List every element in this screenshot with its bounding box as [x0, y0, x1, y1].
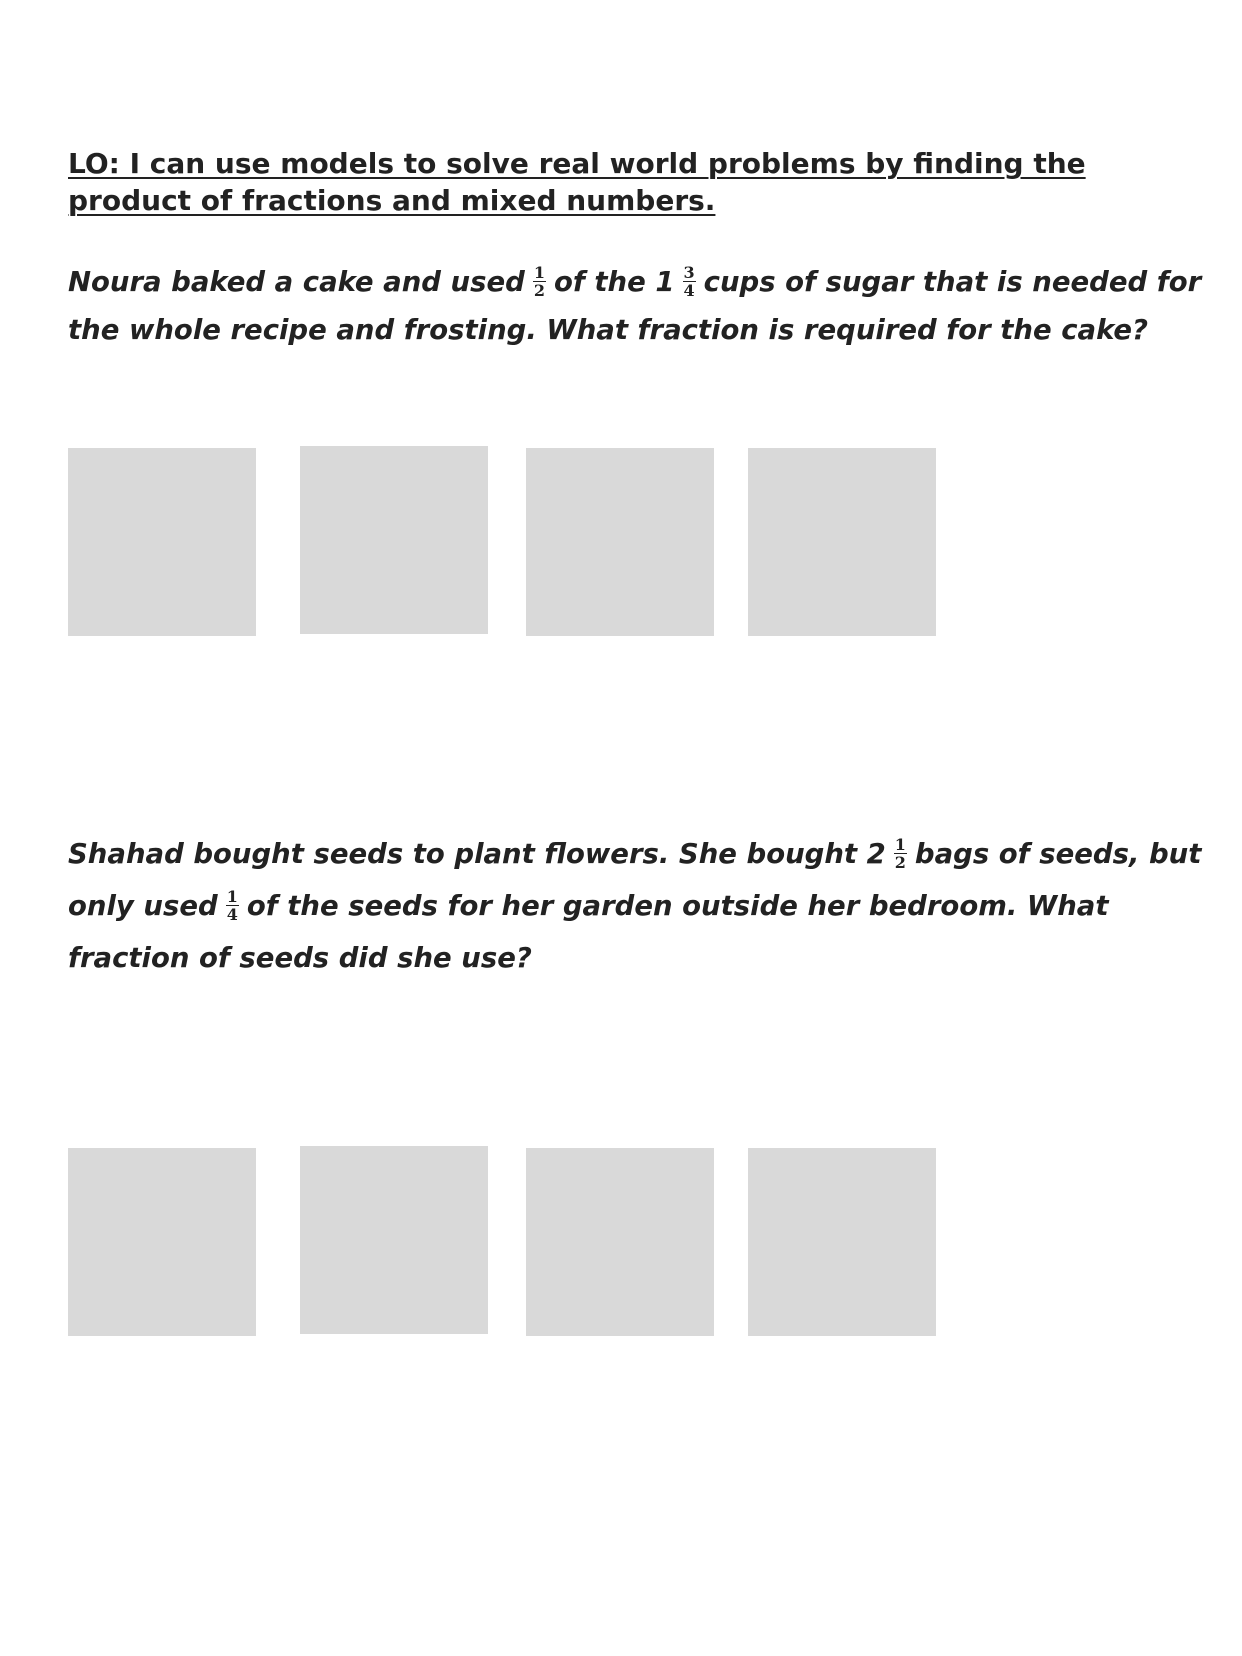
learning-objective: LO: I can use models to solve real world problems by finding the product of fractions and mixed numbers. — [68, 147, 1086, 217]
model-box — [526, 448, 714, 636]
problem-1-part-2: of the 1 — [553, 266, 675, 298]
model-box — [68, 1148, 256, 1336]
fraction-one-quarter — [226, 888, 239, 923]
fraction-one-half — [533, 264, 546, 299]
model-box — [748, 448, 936, 636]
fraction-numerator: 1 — [894, 834, 906, 854]
problem-2-part-1: Shahad bought seeds to plant flowers. She bought 2 — [68, 838, 886, 870]
problem-2-part-2: bags of seeds, but only used — [68, 838, 1202, 922]
fraction-denominator: 2 — [894, 852, 906, 872]
problem-1-text — [68, 258, 1238, 354]
model-box — [748, 1148, 936, 1336]
fraction-numerator: 1 — [226, 886, 238, 906]
fraction-numerator: 1 — [533, 262, 545, 282]
problem-2-part-3: of the seeds for her garden outside her bedroom. What fraction of seeds did she use? — [68, 890, 1109, 974]
fraction-one-half — [894, 836, 907, 871]
problem-1-part-1: Noura baked a cake and used — [68, 266, 525, 298]
model-box — [300, 1146, 488, 1334]
fraction-denominator: 2 — [533, 280, 545, 300]
model-box — [68, 448, 256, 636]
model-box — [300, 446, 488, 634]
fraction-numerator: 3 — [683, 262, 695, 282]
model-box — [526, 1148, 714, 1336]
fraction-three-quarters — [683, 264, 696, 299]
fraction-denominator: 4 — [683, 280, 695, 300]
fraction-denominator: 4 — [226, 904, 238, 924]
problem-2-text — [68, 828, 1238, 984]
problem-1-part-3: cups of sugar that is needed for the whole recipe and frosting. What fraction is required for the cake? — [68, 266, 1202, 346]
